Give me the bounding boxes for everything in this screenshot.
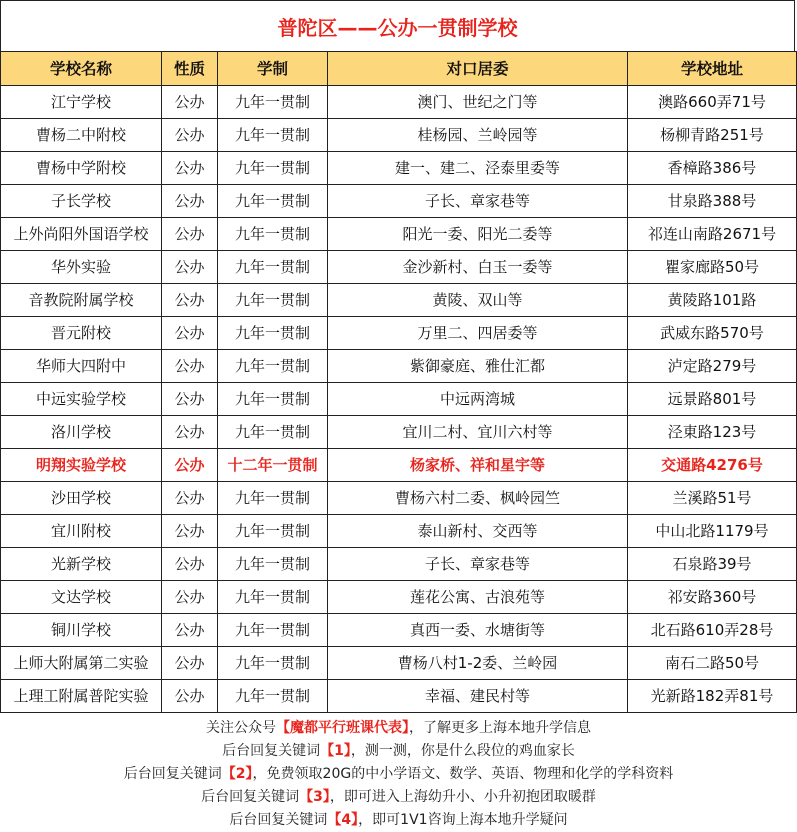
cell-address: 祁连山南路2671号: [628, 218, 797, 251]
cell-school-name: 沙田学校: [1, 482, 162, 515]
cell-address: 泸定路279号: [628, 350, 797, 383]
cell-system: 九年一贯制: [218, 383, 328, 416]
header-address: 学校地址: [628, 52, 797, 86]
cell-school-name: 明翔实验学校: [1, 449, 162, 482]
cell-nature: 公办: [162, 614, 218, 647]
table-header-row: [1, 52, 797, 86]
cell-school-name: 光新学校: [1, 548, 162, 581]
cell-school-name: 洛川学校: [1, 416, 162, 449]
footer-pre: 后台回复关键词: [222, 743, 321, 759]
cell-committee: 泰山新村、交西等: [328, 515, 628, 548]
cell-nature: 公办: [162, 548, 218, 581]
table-row: [1, 350, 797, 383]
footer-key: 【4】: [327, 812, 359, 828]
cell-system: 九年一贯制: [218, 317, 328, 350]
cell-system: 九年一贯制: [218, 416, 328, 449]
cell-nature: 公办: [162, 581, 218, 614]
cell-address: 兰溪路51号: [628, 482, 797, 515]
footer-post: ，测一测，你是什么段位的鸡血家长: [350, 743, 575, 759]
cell-nature: 公办: [162, 647, 218, 680]
cell-school-name: 上理工附属普陀实验: [1, 680, 162, 713]
cell-address: 南石二路50号: [628, 647, 797, 680]
cell-system: 九年一贯制: [218, 185, 328, 218]
page-title: 普陀区——公办一贯制学校: [0, 0, 795, 51]
cell-committee: 金沙新村、白玉一委等: [328, 251, 628, 284]
cell-address: 远景路801号: [628, 383, 797, 416]
footer-pre: 后台回复关键词: [229, 812, 328, 828]
table-row: [1, 317, 797, 350]
table-row: [1, 185, 797, 218]
cell-school-name: 文达学校: [1, 581, 162, 614]
cell-committee: 杨家桥、祥和星宇等: [328, 449, 628, 482]
cell-committee: 曹杨六村二委、枫岭园竺: [328, 482, 628, 515]
cell-address: 甘泉路388号: [628, 185, 797, 218]
footer-pre: 后台回复关键词: [123, 766, 222, 782]
cell-school-name: 铜川学校: [1, 614, 162, 647]
cell-nature: 公办: [162, 515, 218, 548]
cell-system: 九年一贯制: [218, 119, 328, 152]
cell-nature: 公办: [162, 449, 218, 482]
cell-system: 九年一贯制: [218, 218, 328, 251]
footer-key: 【2】: [221, 766, 253, 782]
footer-key: 【3】: [299, 789, 330, 805]
cell-school-name: 上师大附属第二实验: [1, 647, 162, 680]
cell-address: 黄陵路101路: [628, 284, 797, 317]
cell-committee: 建一、建二、泾泰里委等: [328, 152, 628, 185]
cell-school-name: 曹杨中学附校: [1, 152, 162, 185]
cell-committee: 中远两湾城: [328, 383, 628, 416]
cell-address: 澳路660弄71号: [628, 86, 797, 119]
footer-line: [0, 763, 797, 786]
table-row: [1, 416, 797, 449]
cell-nature: 公办: [162, 383, 218, 416]
header-school-name: 学校名称: [1, 52, 162, 86]
cell-committee: 黄陵、双山等: [328, 284, 628, 317]
table-row: [1, 218, 797, 251]
cell-system: 九年一贯制: [218, 152, 328, 185]
cell-committee: 万里二、四居委等: [328, 317, 628, 350]
cell-school-name: 曹杨二中附校: [1, 119, 162, 152]
cell-school-name: 上外尚阳外国语学校: [1, 218, 162, 251]
cell-system: 九年一贯制: [218, 284, 328, 317]
cell-system: 九年一贯制: [218, 680, 328, 713]
cell-nature: 公办: [162, 86, 218, 119]
footer-line: [0, 786, 797, 809]
cell-nature: 公办: [162, 317, 218, 350]
footer-post: ，免费领取20G的中小学语文、数学、英语、物理和化学的学科资料: [252, 766, 674, 782]
table-row: [1, 284, 797, 317]
cell-system: 九年一贯制: [218, 647, 328, 680]
footer-post: ，即可1V1咨询上海本地升学疑问: [358, 812, 568, 828]
footer-pre: 关注公众号: [206, 720, 276, 736]
header-system: 学制: [218, 52, 328, 86]
table-row: [1, 548, 797, 581]
cell-address: 泾東路123号: [628, 416, 797, 449]
cell-system: 九年一贯制: [218, 548, 328, 581]
header-committee: 对口居委: [328, 52, 628, 86]
cell-system: 九年一贯制: [218, 482, 328, 515]
table-row: [1, 449, 797, 482]
cell-committee: 真西一委、水塘街等: [328, 614, 628, 647]
cell-school-name: 江宁学校: [1, 86, 162, 119]
table-row: [1, 86, 797, 119]
cell-address: 光新路182弄81号: [628, 680, 797, 713]
cell-school-name: 音教院附属学校: [1, 284, 162, 317]
cell-address: 瞿家廊路50号: [628, 251, 797, 284]
table-row: [1, 581, 797, 614]
cell-committee: 幸福、建民村等: [328, 680, 628, 713]
cell-committee: 桂杨园、兰岭园等: [328, 119, 628, 152]
cell-school-name: 子长学校: [1, 185, 162, 218]
cell-committee: 子长、章家巷等: [328, 185, 628, 218]
cell-system: 九年一贯制: [218, 515, 328, 548]
table-row: [1, 680, 797, 713]
cell-nature: 公办: [162, 416, 218, 449]
footer-key: 【1】: [320, 743, 351, 759]
header-nature: 性质: [162, 52, 218, 86]
school-table: [0, 51, 797, 713]
table-body: [1, 86, 797, 713]
cell-nature: 公办: [162, 350, 218, 383]
table-row: [1, 515, 797, 548]
table-row: [1, 152, 797, 185]
cell-address: 交通路4276号: [628, 449, 797, 482]
cell-address: 杨柳青路251号: [628, 119, 797, 152]
cell-system: 九年一贯制: [218, 614, 328, 647]
cell-committee: 子长、章家巷等: [328, 548, 628, 581]
cell-committee: 阳光一委、阳光二委等: [328, 218, 628, 251]
table-row: [1, 647, 797, 680]
cell-system: 十二年一贯制: [218, 449, 328, 482]
cell-nature: 公办: [162, 218, 218, 251]
cell-committee: 紫御豪庭、雅仕汇都: [328, 350, 628, 383]
footer-post: ，即可进入上海幼升小、小升初抱团取暖群: [329, 789, 596, 805]
cell-committee: 宜川二村、宜川六村等: [328, 416, 628, 449]
cell-school-name: 华外实验: [1, 251, 162, 284]
footer-post: ，了解更多上海本地升学信息: [409, 720, 591, 736]
cell-system: 九年一贯制: [218, 86, 328, 119]
cell-address: 祁安路360号: [628, 581, 797, 614]
table-row: [1, 482, 797, 515]
cell-address: 武威东路570号: [628, 317, 797, 350]
cell-system: 九年一贯制: [218, 581, 328, 614]
cell-school-name: 中远实验学校: [1, 383, 162, 416]
table-row: [1, 251, 797, 284]
cell-nature: 公办: [162, 482, 218, 515]
cell-school-name: 晋元附校: [1, 317, 162, 350]
cell-committee: 曹杨八村1-2委、兰岭园: [328, 647, 628, 680]
table-row: [1, 614, 797, 647]
cell-address: 香樟路386号: [628, 152, 797, 185]
cell-system: 九年一贯制: [218, 350, 328, 383]
table-row: [1, 383, 797, 416]
cell-nature: 公办: [162, 119, 218, 152]
table-row: [1, 119, 797, 152]
cell-address: 中山北路1179号: [628, 515, 797, 548]
cell-school-name: 宜川附校: [1, 515, 162, 548]
footer-key: 【魔都平行班课代表】: [276, 720, 409, 736]
cell-committee: 澳门、世纪之门等: [328, 86, 628, 119]
cell-nature: 公办: [162, 185, 218, 218]
cell-nature: 公办: [162, 152, 218, 185]
footer-notes: [0, 717, 797, 832]
cell-school-name: 华师大四附中: [1, 350, 162, 383]
cell-nature: 公办: [162, 680, 218, 713]
footer-line: [0, 717, 797, 740]
cell-committee: 莲花公寓、古浪苑等: [328, 581, 628, 614]
cell-system: 九年一贯制: [218, 251, 328, 284]
footer-line: [0, 740, 797, 763]
cell-nature: 公办: [162, 284, 218, 317]
footer-line: [0, 809, 797, 832]
cell-address: 石泉路39号: [628, 548, 797, 581]
footer-pre: 后台回复关键词: [201, 789, 300, 805]
cell-address: 北石路610弄28号: [628, 614, 797, 647]
cell-nature: 公办: [162, 251, 218, 284]
